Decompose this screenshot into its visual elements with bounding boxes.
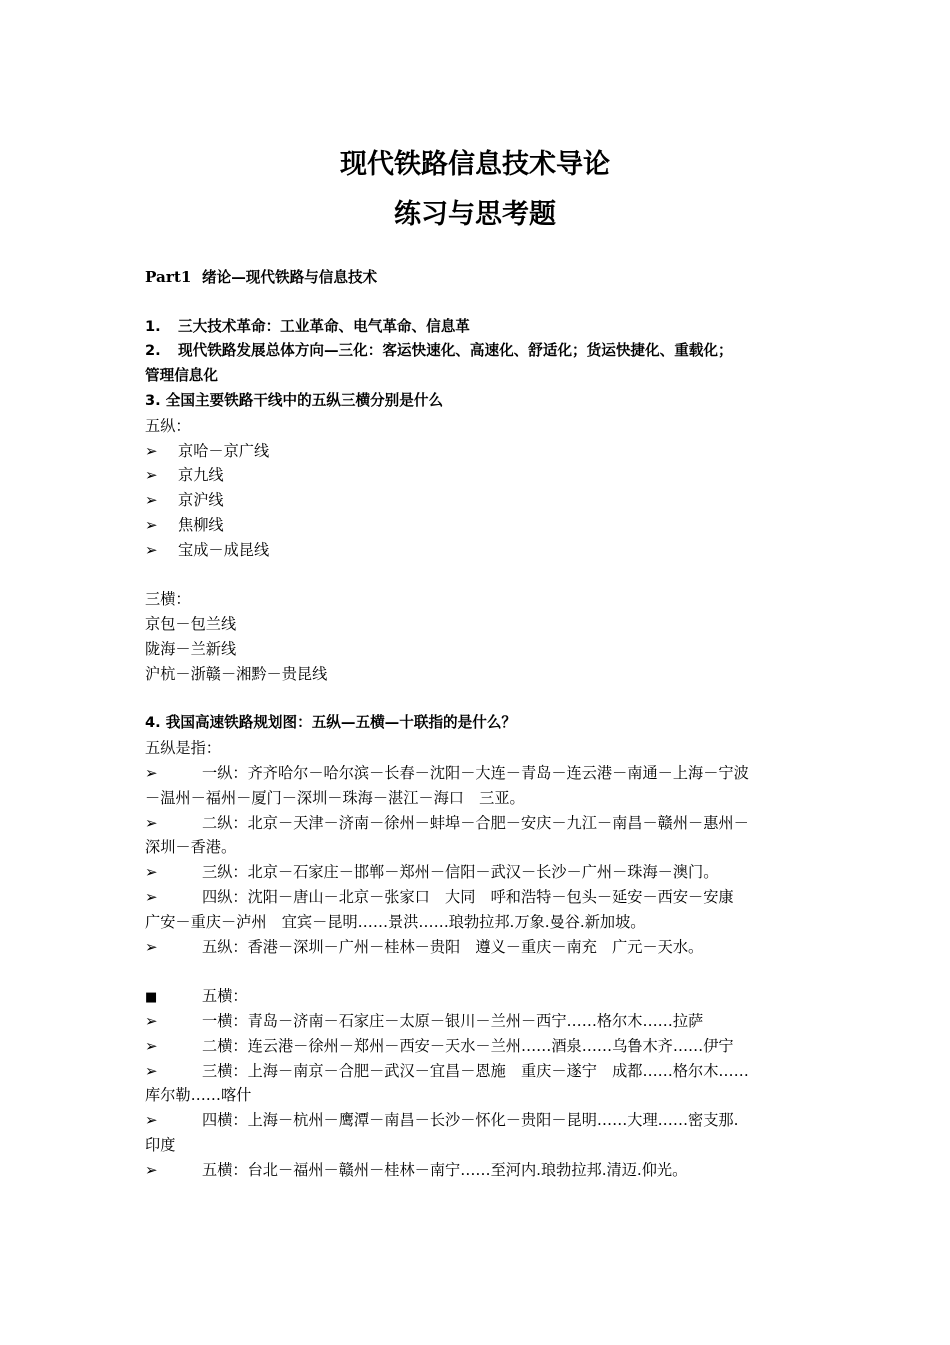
zong-item: ➢ 一纵：齐齐哈尔－哈尔滨－长春－沈阳－大连－青岛－连云港－南通－上海－宁波	[145, 761, 813, 786]
heng-item: ➢ 三横：上海－南京－合肥－武汉－宜昌－恩施 重庆－遂宁 成都……格尔木……	[145, 1059, 813, 1084]
heng-intro: ■ 五横：	[145, 984, 813, 1009]
zong-item-cont: 广安－重庆－泸州 宜宾－昆明……景洪……琅勃拉邦.万象.曼谷.新加坡。	[145, 912, 646, 931]
zong-label: 五纵：	[145, 416, 191, 435]
list-item: ➢ 宝成－成昆线	[145, 538, 813, 563]
part-title: 绪论—现代铁路与信息技术	[202, 269, 378, 286]
zong-item-cont: －温州－福州－厦门－深圳－珠海－湛江－海口 三亚。	[145, 788, 525, 807]
zong-item: ➢ 四纵：沈阳－唐山－北京－张家口 大同 呼和浩特－包头－延安－西安－安康	[145, 885, 813, 910]
arrow-bullet-icon: ➢	[145, 763, 158, 782]
heng-item: ➢ 二横：连云港－徐州－郑州－西安－天水－兰州……酒泉……乌鲁木齐……伊宁	[145, 1034, 813, 1059]
question-3: 3. 全国主要铁路干线中的五纵三横分别是什么	[145, 391, 444, 409]
list-item: ➢ 焦柳线	[145, 513, 813, 538]
zong-item: ➢ 三纵：北京－石家庄－邯郸－郑州－信阳－武汉－长沙－广州－珠海－澳门。	[145, 860, 813, 885]
zong-item: ➢ 二纵：北京－天津－济南－徐州－蚌埠－合肥－安庆－九江－南昌－赣州－惠州－	[145, 811, 813, 836]
heng-label: 三横：	[145, 590, 191, 609]
part-label: Part1	[145, 268, 192, 286]
arrow-bullet-icon: ➢	[145, 1160, 158, 1179]
list-item: ➢ 京九线	[145, 463, 813, 488]
list-item: 陇海－兰新线	[145, 639, 237, 658]
square-bullet-icon: ■	[145, 990, 158, 1006]
question-4: 4. 我国高速铁路规划图：五纵—五横—十联指的是什么？	[145, 714, 517, 732]
question-text: 三大技术革命：工业革命、电气革命、信息革	[178, 317, 470, 335]
arrow-bullet-icon: ➢	[145, 1036, 158, 1055]
question-2	[145, 339, 813, 364]
part1-heading	[145, 265, 813, 290]
list-item: 京包－包兰线	[145, 615, 237, 634]
list-item: ➢ 京沪线	[145, 488, 813, 513]
list-item: 沪杭－浙赣－湘黔－贵昆线	[145, 664, 328, 683]
page-title: 现代铁路信息技术导论	[340, 149, 610, 180]
document-body	[145, 265, 813, 1182]
heng-item-cont: 库尔勒……喀什	[145, 1086, 252, 1105]
arrow-bullet-icon: ➢	[145, 887, 158, 906]
question-2-cont: 管理信息化	[145, 367, 218, 385]
heng-item: ➢ 四横：上海－杭州－鹰潭－南昌－长沙－怀化－贵阳－昆明……大理……密支那.	[145, 1108, 813, 1133]
heng-item: ➢ 五横：台北－福州－赣州－桂林－南宁……至河内.琅勃拉邦.清迈.仰光。	[145, 1158, 813, 1183]
arrow-bullet-icon: ➢	[145, 1011, 158, 1030]
arrow-bullet-icon: ➢	[145, 540, 158, 559]
arrow-bullet-icon: ➢	[145, 1111, 158, 1130]
question-number: 1.	[145, 317, 161, 335]
arrow-bullet-icon: ➢	[145, 937, 158, 956]
zong-item-cont: 深圳－香港。	[145, 838, 237, 857]
arrow-bullet-icon: ➢	[145, 813, 158, 832]
arrow-bullet-icon: ➢	[145, 441, 158, 460]
arrow-bullet-icon: ➢	[145, 863, 158, 882]
zong-item: ➢ 五纵：香港－深圳－广州－桂林－贵阳 遵义－重庆－南充 广元－天水。	[145, 935, 813, 960]
heng-item: ➢ 一横：青岛－济南－石家庄－太原－银川－兰州－西宁……格尔木……拉萨	[145, 1009, 813, 1034]
arrow-bullet-icon: ➢	[145, 515, 158, 534]
list-item: ➢ 京哈－京广线	[145, 439, 813, 464]
question-text: 现代铁路发展总体方向—三化：客运快速化、高速化、舒适化；货运快捷化、重载化；	[178, 342, 733, 360]
question-1	[145, 315, 813, 340]
heng-item-cont: 印度	[145, 1135, 176, 1154]
zong-intro: 五纵是指：	[145, 739, 221, 758]
arrow-bullet-icon: ➢	[145, 491, 158, 510]
arrow-bullet-icon: ➢	[145, 1061, 158, 1080]
page-subtitle: 练习与思考题	[394, 199, 556, 230]
question-number: 2.	[145, 342, 161, 360]
arrow-bullet-icon: ➢	[145, 466, 158, 485]
